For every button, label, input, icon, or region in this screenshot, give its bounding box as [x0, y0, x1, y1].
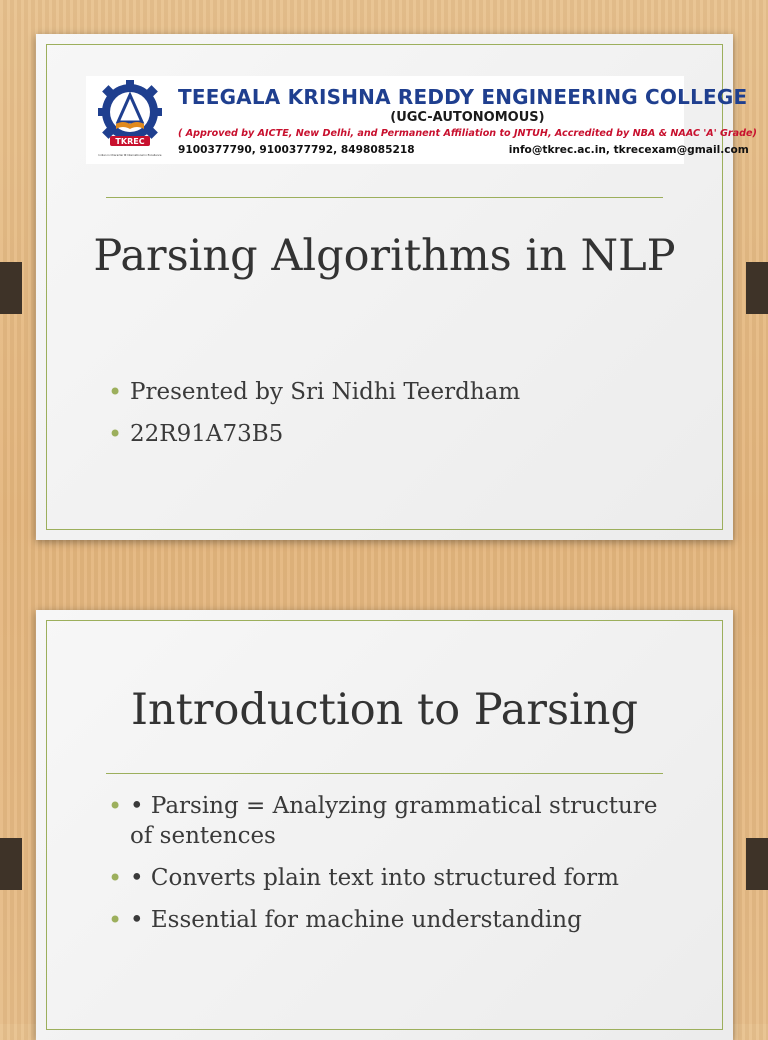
slide-2[interactable]: [36, 610, 733, 1040]
college-emblem-icon: [86, 76, 174, 164]
bullet-list: [108, 791, 683, 935]
divider-rule: [106, 197, 663, 198]
bullet-item: • • Parsing = Analyzing grammatical structure of sentences: [108, 791, 683, 851]
college-name: TEEGALA KRISHNA REDDY ENGINEERING COLLEGE: [178, 84, 748, 109]
phone-numbers: 9100377790, 9100377792, 8498085218: [178, 143, 415, 156]
college-text-block: [174, 85, 757, 156]
approval-text: ( Approved by AICTE, New Delhi, and Permanent Affiliation to JNTUH, Accredited by NBA & NAAC 'A' Grade): [178, 127, 757, 139]
autonomous-label: (UGC-AUTONOMOUS): [390, 109, 545, 125]
emblem-tagline: Indian in Character ❂ International in Excellence: [98, 154, 162, 157]
slide-title: Introduction to Parsing: [130, 685, 639, 735]
slide-tab-left-2: [0, 838, 22, 890]
emblem-text: TKREC: [115, 137, 145, 146]
slide-title: Parsing Algorithms in NLP: [93, 231, 676, 281]
divider-rule: [106, 773, 663, 774]
email-addresses: info@tkrec.ac.in, tkrecexam@gmail.com: [508, 143, 749, 156]
slide-tab-right-1: [746, 262, 768, 314]
slide-1[interactable]: [36, 34, 757, 540]
bullet-item: • • Converts plain text into structured form: [108, 863, 683, 893]
bullet-item: • • Essential for machine understanding: [108, 905, 683, 935]
slide-tab-right-2: [746, 838, 768, 890]
slide-tab-left-1: [0, 262, 22, 314]
bullet-item: • Presented by Sri Nidhi Teerdham: [108, 377, 683, 407]
college-logo-banner: [86, 76, 757, 164]
contact-line: [178, 144, 757, 156]
bullet-item: • 22R91A73B5: [108, 419, 683, 449]
bullet-list: [108, 377, 683, 449]
